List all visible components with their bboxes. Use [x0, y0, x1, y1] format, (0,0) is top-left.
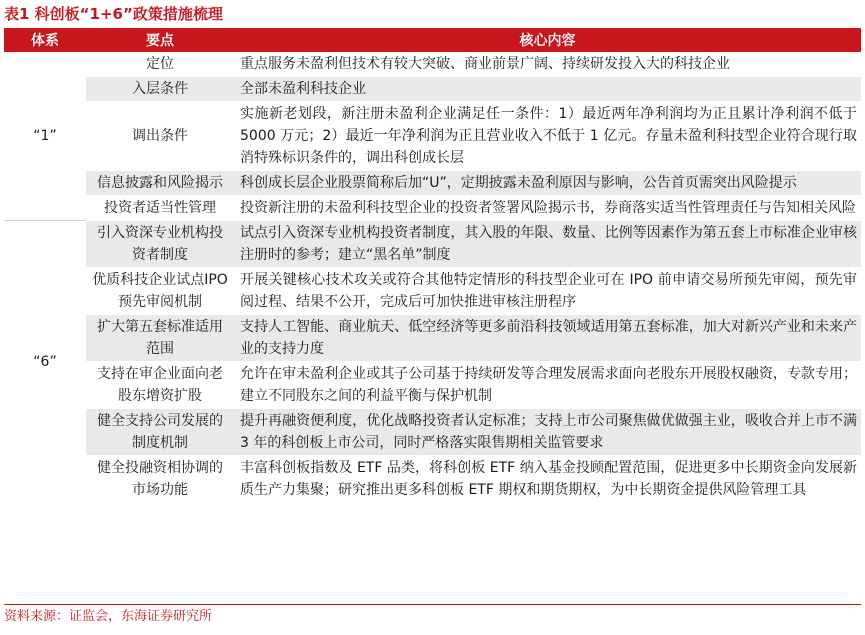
row-content: 允许在审未盈利企业或其子公司基于持续研发等合理发展需求面向老股东开展股权融资，专款专用；建立不同股东之间的利益平衡与保护机制	[234, 362, 861, 408]
table-row	[86, 315, 861, 362]
row-content: 开展关键核心技术攻关或符合其他特定情形的科技型企业可在 IPO 前申请交易所预先审阅，预先审阅过程、结果不公开，完成后可加快推进审核注册程序	[234, 268, 861, 314]
group-label: “6”	[4, 221, 86, 503]
row-point: 引入资深专业机构投资者制度	[86, 221, 234, 267]
row-content: 全部未盈利科技企业	[234, 77, 861, 101]
source-note: 资料来源：证监会，东海证券研究所	[4, 609, 213, 624]
row-content: 重点服务未盈利但技术有较大突破、商业前景广阔、持续研发投入大的科技企业	[234, 52, 861, 76]
table-row	[86, 268, 861, 315]
row-content: 试点引入资深专业机构投资者制度，其入股的年限、数量、比例等因素作为第五套上市标准企业审核注册时的参考；建立“黑名单”制度	[234, 221, 861, 267]
row-point: 扩大第五套标准适用范围	[86, 315, 234, 361]
header-point: 要点	[146, 33, 174, 49]
table-row	[86, 102, 861, 171]
row-content: 实施新老划段，新注册未盈利企业满足任一条件：1）最近两年净利润均为正且累计净利润不低于 5000 万元；2）最近一年净利润为正且营业收入不低于 1 亿元。存量未盈利科技型企业符合现行取消特殊标识条件的，调出科创成长层	[234, 102, 861, 170]
row-content: 投资新注册的未盈利科技型企业的投资者签署风险揭示书，券商落实适当性管理责任与告知相关风险	[234, 196, 861, 220]
footer-divider	[4, 604, 861, 605]
row-content: 科创成长层企业股票简称后加“U”，定期披露未盈利原因与影响，公告首页需突出风险提示	[234, 171, 861, 195]
table-row	[86, 362, 861, 409]
row-point: 健全投融资相协调的市场功能	[86, 456, 234, 502]
row-point: 支持在审企业面向老股东增资扩股	[86, 362, 234, 408]
row-content: 丰富科创板指数及 ETF 品类，将科创板 ETF 纳入基金投顾配置范围，促进更多中长期资金向发展新质生产力集聚；研究推出更多科创板 ETF 期权和期货期权，为中长期资金提供风险管理工具	[234, 456, 861, 502]
header-content: 核心内容	[519, 33, 576, 49]
table-row	[86, 196, 861, 221]
row-point: 信息披露和风险揭示	[86, 171, 234, 195]
row-content: 提升再融资便利度，优化战略投资者认定标准；支持上市公司聚焦做优做强主业，吸收合并上市不满 3 年的科创板上市公司，同时严格落实限售期相关监管要求	[234, 409, 861, 455]
policy-table	[4, 28, 861, 503]
row-point: 投资者适当性管理	[86, 196, 234, 220]
row-content: 支持人工智能、商业航天、低空经济等更多前沿科技领域适用第五套标准，加大对新兴产业和未来产业的支持力度	[234, 315, 861, 361]
group-6	[4, 221, 861, 503]
table-row	[86, 409, 861, 456]
table-title: 表1 科创板“1+6”政策措施梳理	[4, 5, 223, 23]
table-row	[86, 456, 861, 503]
table-row	[86, 52, 861, 77]
group-1	[4, 52, 861, 221]
table-row	[86, 221, 861, 268]
row-point: 定位	[86, 52, 234, 76]
row-point: 健全支持公司发展的制度机制	[86, 409, 234, 455]
table-row	[86, 171, 861, 196]
header-system: 体系	[31, 33, 59, 49]
table-row	[86, 77, 861, 102]
row-point: 优质科技企业试点IPO 预先审阅机制	[86, 268, 234, 314]
table-header	[4, 28, 861, 52]
row-point: 调出条件	[86, 102, 234, 170]
row-point: 入层条件	[86, 77, 234, 101]
group-label: “1”	[4, 52, 86, 221]
